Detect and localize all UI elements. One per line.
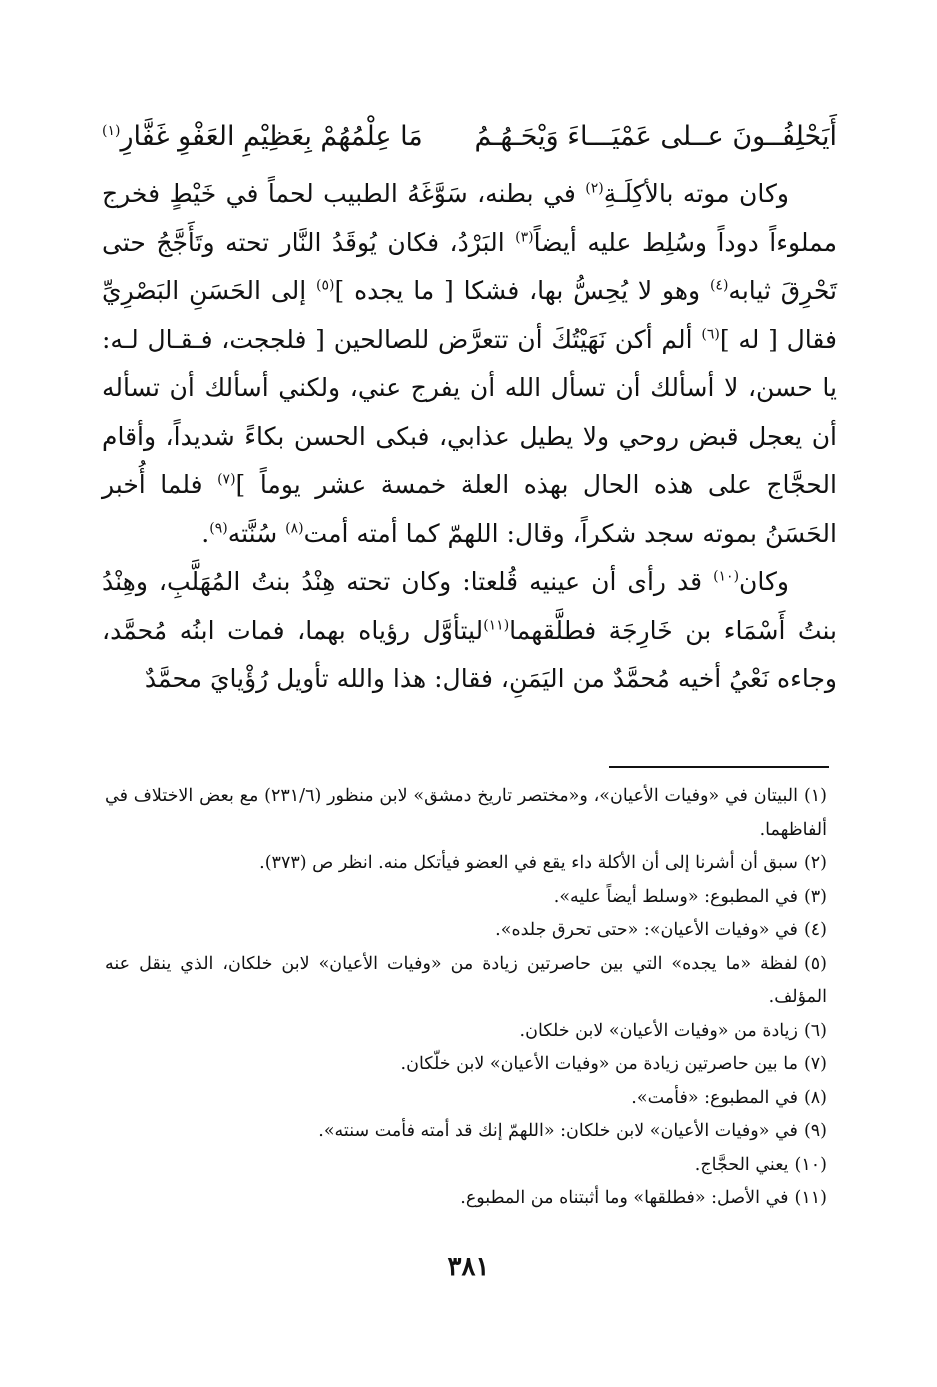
footnote-separator bbox=[609, 766, 829, 768]
text-run: في بطنه، سَوَّغَهُ الطبيب لحماً في خَيْطٍ فخرج مملوءاً دوداً وسُلِط عليه أيضاً bbox=[102, 179, 837, 257]
footnote-item bbox=[105, 847, 827, 881]
text-run: إلى الحَسَنِ البَصْرِيِّ فقال [ له ] bbox=[102, 276, 838, 354]
verse-second-hemistich-text: مَا عِلْمُهُمْ بِعَظِيْمِ العَفْوِ غَفَّارِ bbox=[120, 121, 423, 152]
text-run: ليتأوَّل رؤياه بهما، فمات ابنُه مُحمَّد، وجاءه نَعْيُ أخيه مُحمَّدٌ من اليَمَنِ، فقال: هذا والله تأويل رُؤْيايَ محمَّدٌ bbox=[102, 615, 837, 693]
footnote-number: (٨) bbox=[803, 1087, 827, 1108]
footnote-item bbox=[105, 1048, 827, 1082]
footnote-marker: (٨) bbox=[285, 520, 304, 537]
footnote-marker: (٥) bbox=[316, 277, 335, 294]
text-run: وهو لا يُحِسُّ بها، فشكا [ ما يجده ] bbox=[334, 276, 710, 305]
footnote-marker: (٩) bbox=[209, 520, 228, 537]
footnote-number: (٣) bbox=[803, 886, 827, 907]
footnote-marker: (٦) bbox=[701, 326, 720, 343]
footnote-text: ما بين حاصرتين زيادة من «وفيات الأعيان» لابن خلّكان. bbox=[400, 1054, 798, 1074]
footnote-text: يعني الحجَّاج. bbox=[694, 1154, 789, 1175]
page-number: ٣٨١ bbox=[447, 1252, 490, 1282]
footnote-number: (٥) bbox=[803, 953, 827, 974]
verse-first-hemistich bbox=[475, 112, 838, 162]
footnote-text: في المطبوع: «فأمت». bbox=[631, 1087, 798, 1108]
footnote-text: في المطبوع: «وسلط أيضاً عليه». bbox=[553, 886, 798, 907]
text-run: البَرْدُ، فكان يُوقَدُ النَّار تحته وتَأَجَّجُ حتى تَحْرِقَ ثيابه bbox=[102, 227, 838, 305]
footnote-item bbox=[105, 780, 827, 847]
main-text bbox=[102, 170, 837, 704]
footnote-text: لفظة «ما يجده» التي بين حاصرتين زيادة من «وفيات الأعيان» لابن خلكان، الذي ينقل عنه المؤلف. bbox=[105, 953, 827, 1007]
footnote-number: (٤) bbox=[803, 920, 827, 940]
footnote-item bbox=[105, 1182, 827, 1216]
footnote-number: (١) bbox=[803, 786, 827, 806]
footnote-number: (١٠) bbox=[794, 1154, 827, 1175]
footnote-text: البيتان في «وفيات الأعيان»، و«مختصر تاريخ دمشق» لابن منظور (٢٣١/٦) مع بعض الاختلاف في ألفاظهما. bbox=[105, 786, 827, 840]
footnote-item bbox=[105, 881, 827, 915]
footnote-number: (٦) bbox=[803, 1020, 827, 1041]
footnote-text: في «وفيات الأعيان» لابن خلكان: «اللهمّ إنك قد أمته فأمت سنته». bbox=[318, 1121, 798, 1141]
text-run: وكان bbox=[739, 567, 789, 596]
verse-second-hemistich bbox=[102, 112, 423, 162]
footnote-item bbox=[105, 1149, 827, 1183]
footnote-number: (٩) bbox=[803, 1121, 827, 1141]
footnote-marker: (٧) bbox=[217, 471, 236, 488]
footnotes-list bbox=[105, 780, 827, 1216]
footnote-text: في الأصل: «فطلقها» وما أثبتناه من المطبوع. bbox=[460, 1188, 789, 1208]
text-run: وكان موته بالأكِلَـةِ bbox=[603, 179, 789, 208]
footnote-marker: (٣) bbox=[515, 229, 534, 246]
footnote-number: (٢) bbox=[803, 853, 827, 873]
footnote-text: في «وفيات الأعيان»: «حتى تحرق جلده». bbox=[495, 920, 798, 940]
poem-verse bbox=[102, 112, 837, 162]
footnote-number: (٧) bbox=[803, 1054, 827, 1074]
footnote-item bbox=[105, 1015, 827, 1049]
text-run: . bbox=[201, 518, 210, 548]
footnote-number: (١١) bbox=[794, 1188, 827, 1208]
text-run: قد رأى أن عينيه قُلعتا: وكان تحته هِنْدُ بنتُ المُهَلَّبِ، وهِنْدُ بنتُ أَسْمَاء بن خَارِجَة فطلَّقهما bbox=[102, 567, 837, 645]
footnote-item bbox=[105, 948, 827, 1015]
footnote-item bbox=[105, 1115, 827, 1149]
footnote-marker: (١١) bbox=[483, 617, 510, 634]
footnote-text: زيادة من «وفيات الأعيان» لابن خلكان. bbox=[519, 1020, 798, 1041]
footnote-item bbox=[105, 914, 827, 948]
verse-first-hemistich-text: أَيَحْلِفُــونَ عــلى عَمْيَـــاءَ وَيْحَـهُـمُ bbox=[474, 121, 837, 152]
footnote-text: سبق أن أشرنا إلى أن الأكلة داء يقع في العضو فيأتكل منه. انظر ص (٣٧٣). bbox=[259, 853, 798, 873]
text-run: فلما أُخبر الحَسَنُ بموته سجد شكراً، وقال: اللهمّ كما أمته أمت bbox=[102, 470, 837, 548]
paragraph bbox=[102, 170, 837, 558]
paragraph bbox=[102, 558, 837, 704]
footnote-marker: (١٠) bbox=[713, 568, 740, 585]
footnote-marker: (٤) bbox=[709, 277, 729, 294]
footnote-marker: (٢) bbox=[585, 180, 604, 197]
text-run: سُنَّته bbox=[227, 518, 286, 548]
footnote-item bbox=[105, 1082, 827, 1116]
footnote-marker: (١) bbox=[102, 123, 121, 139]
text-run: ألم أكن نَهَيْتُكَ أن تتعرَّض للصالحين [ فلججت، فـقـال لـه: يا حسن، لا أسألك أن تسأل الله أن يفرج عني، ولكني أسألك أن تسأله أن يعجل قبض روحي ولا يطيل عذابي، فبكى الحسن بكاءً شديداً، وأقام الحجَّاج على هذه الحال بهذه العلة خمسة عشر يوماً ] bbox=[102, 324, 837, 499]
